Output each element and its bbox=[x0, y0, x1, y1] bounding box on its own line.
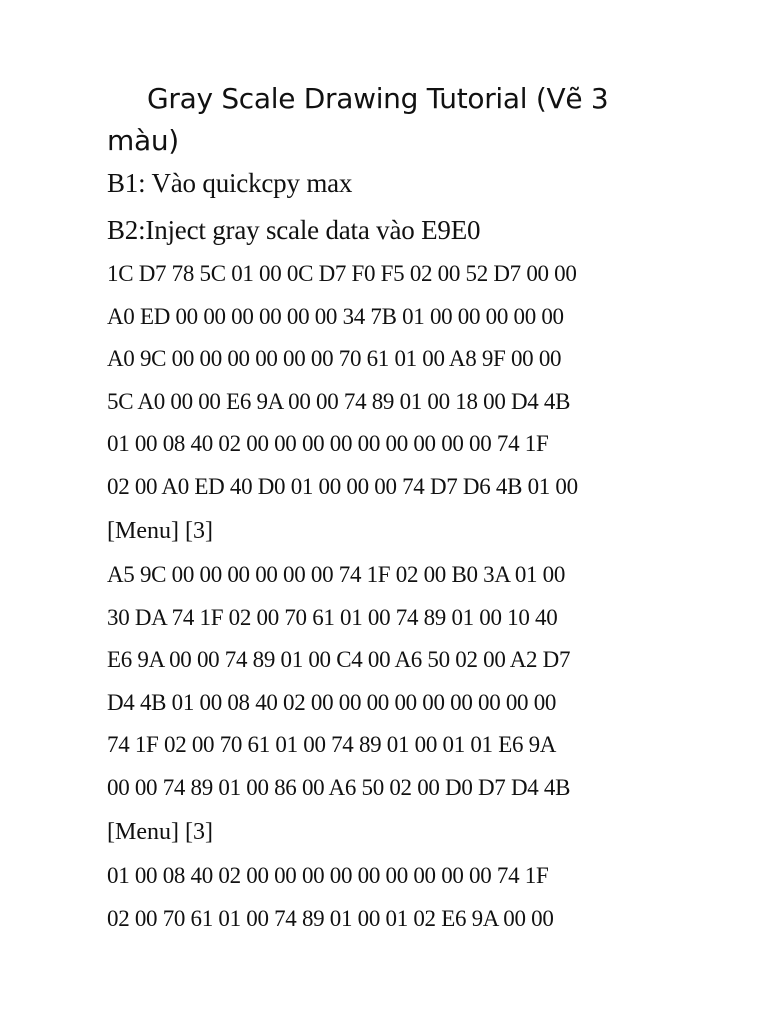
menu-instruction-2: [Menu] [3] bbox=[107, 819, 213, 845]
hex-line: 1C D7 78 5C 01 00 0C D7 F0 F5 02 00 52 D7 00 00 bbox=[107, 261, 577, 286]
hex-line: 02 00 70 61 01 00 74 89 01 00 01 02 E6 9A 00 00 bbox=[107, 905, 554, 931]
hex-line: 02 00 A0 ED 40 D0 01 00 00 00 74 D7 D6 4B 01 00 bbox=[107, 473, 578, 499]
hex-line: A5 9C 00 00 00 00 00 00 74 1F 02 00 B0 3A 01 00 bbox=[107, 562, 566, 587]
hex-line: 30 DA 74 1F 02 00 70 61 01 00 74 89 01 00 10 40 bbox=[107, 604, 558, 630]
document-page bbox=[107, 78, 667, 940]
title-line-2: màu) bbox=[107, 124, 179, 157]
hex-line: 01 00 08 40 02 00 00 00 00 00 00 00 00 00 74 1F bbox=[107, 863, 549, 888]
hex-line: A0 9C 00 00 00 00 00 00 70 61 01 00 A8 9F 00 00 bbox=[107, 346, 562, 371]
hex-line: 74 1F 02 00 70 61 01 00 74 89 01 00 01 01 E6 9A bbox=[107, 732, 557, 757]
hex-line: 5C A0 00 00 E6 9A 00 00 74 89 01 00 18 00 D4 4B bbox=[107, 388, 571, 414]
hex-line: 00 00 74 89 01 00 86 00 A6 50 02 00 D0 D7 D4 4B bbox=[107, 774, 571, 800]
menu-instruction-1: [Menu] [3] bbox=[107, 518, 213, 544]
hex-data-block-3 bbox=[107, 855, 667, 940]
hex-line: A0 ED 00 00 00 00 00 00 34 7B 01 00 00 00 00 00 bbox=[107, 303, 564, 329]
hex-line: D4 4B 01 00 08 40 02 00 00 00 00 00 00 00 00 00 bbox=[107, 689, 557, 715]
step-1-text: B1: Vào quickcpy max bbox=[107, 168, 353, 198]
hex-data-block-1 bbox=[107, 253, 667, 508]
hex-line: 01 00 08 40 02 00 00 00 00 00 00 00 00 00 74 1F bbox=[107, 431, 549, 456]
document-title bbox=[107, 78, 667, 162]
title-line-1: Gray Scale Drawing Tutorial (Vẽ 3 bbox=[147, 82, 609, 115]
step-2-text: B2:Inject gray scale data vào E9E0 bbox=[107, 215, 481, 245]
hex-line: E6 9A 00 00 74 89 01 00 C4 00 A6 50 02 00 A2 D7 bbox=[107, 647, 571, 672]
hex-data-block-2 bbox=[107, 554, 667, 809]
